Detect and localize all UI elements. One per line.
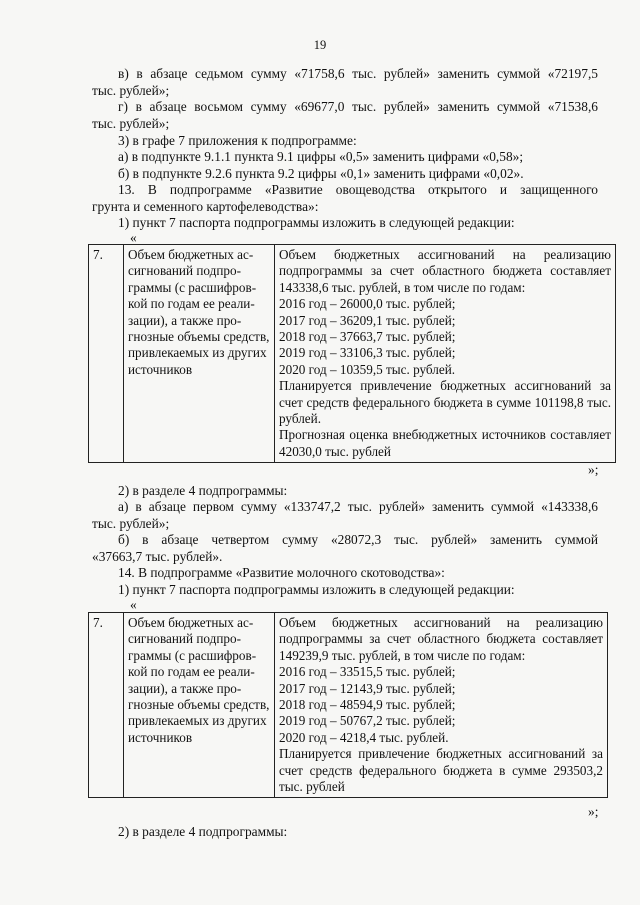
federal-funding: Планируется привлечение бюджетных ассигнований за счет средств федерального бюджета в сумме 293503,2 тыс. рублей [279,746,603,795]
text-line: «37663,7 тыс. рублей». [92,549,223,564]
text-line: 1) пункт 7 паспорта подпрограммы изложить в следующей редакции: [118,582,515,597]
text-line: б) в подпункте 9.2.6 пункта 9.2 цифры «0,1» заменить цифрами «0,02». [118,166,524,181]
row-number: 7. [89,613,124,798]
table-row [89,613,608,798]
row-content [275,613,608,798]
text-line: 2) в разделе 4 подпрограммы: [118,824,288,839]
budget-intro: Объем бюджетных ассигнований на реализацию подпрограммы за счет областного бюджета составляет 143338,6 тыс. рублей, в том числе по годам: [279,247,611,295]
year-line: 2017 год – 36209,1 тыс. рублей; [279,312,456,328]
text-line: грунта и семенного картофелеводства»: [92,199,319,214]
budget-intro: Объем бюджетных ассигнований на реализацию подпрограммы за счет областного бюджета составляет 149239,9 тыс. рублей, в том числе по годам: [279,615,603,663]
year-line: 2020 год – 10359,5 тыс. рублей. [279,361,456,377]
text-line: в) в абзаце седьмом сумму «71758,6 тыс. рублей» заменить суммой «72197,5 [118,66,598,81]
row-content [275,245,616,463]
text-line: а) в абзаце первом сумму «133747,2 тыс. рублей» заменить суммой «143338,6 [118,499,598,514]
text-line: тыс. рублей»; [92,516,170,531]
text-line: 13. В подпрограмме «Развитие овощеводства открытого и защищенного [118,182,598,197]
extra-budget-funding: Прогнозная оценка внебюджетных источников составляет 42030,0 тыс. рублей [279,427,611,459]
year-line: 2018 год – 48594,9 тыс. рублей; [279,697,456,713]
row-label: Объем бюджетных ас-сигнований подпро-граммы (с расшифров-кой по годам ее реали-зации), а также про-гнозные объемы средств, привлекаемых из других источников [124,613,275,798]
row-label: Объем бюджетных ас-сигнований подпро-граммы (с расшифров-кой по годам ее реали-зации), а также про-гнозные объемы средств, привлекаемых из других источников [124,245,275,463]
text-line: 2) в разделе 4 подпрограммы: [118,483,288,498]
page-number: 19 [313,38,327,52]
close-quote: »; [588,804,599,819]
year-line: 2020 год – 4218,4 тыс. рублей. [279,729,449,745]
open-quote: « [130,597,137,612]
text-line: 3) в графе 7 приложения к подпрограмме: [118,133,357,148]
text-line: 1) пункт 7 паспорта подпрограммы изложить в следующей редакции: [118,215,515,230]
text-line: б) в абзаце четвертом сумму «28072,3 тыс. рублей» заменить суммой [118,532,598,547]
year-line: 2018 год – 37663,7 тыс. рублей; [279,329,456,345]
federal-funding: Планируется привлечение бюджетных ассигнований за счет средств федерального бюджета в сумме 101198,8 тыс. рублей. [279,378,611,427]
passport-table-2 [88,612,608,798]
year-line: 2019 год – 33106,3 тыс. рублей; [279,345,456,361]
year-line: 2016 год – 26000,0 тыс. рублей; [279,296,456,312]
open-quote: « [130,230,137,245]
text-line: тыс. рублей»; [92,116,170,131]
table-row [89,245,616,463]
close-quote: »; [588,462,599,477]
passport-table-1 [88,244,616,463]
year-line: 2016 год – 33515,5 тыс. рублей; [279,664,456,680]
text-line: тыс. рублей»; [92,83,170,98]
year-line: 2017 год – 12143,9 тыс. рублей; [279,680,456,696]
year-line: 2019 год – 50767,2 тыс. рублей; [279,713,456,729]
row-number: 7. [89,245,124,463]
text-line: 14. В подпрограмме «Развитие молочного скотоводства»: [118,565,445,580]
text-line: а) в подпункте 9.1.1 пункта 9.1 цифры «0,5» заменить цифрами «0,58»; [118,149,524,164]
text-line: г) в абзаце восьмом сумму «69677,0 тыс. рублей» заменить суммой «71538,6 [118,99,598,114]
